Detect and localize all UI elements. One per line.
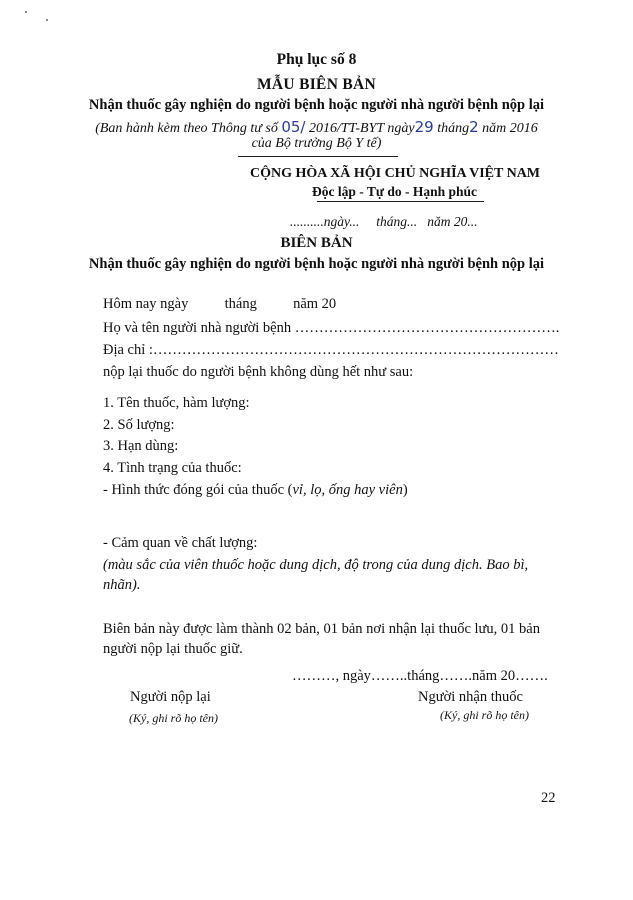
address-line: Địa chỉ :………………………………………………………………………… — [103, 342, 559, 358]
packaging-suffix: ) — [402, 482, 408, 498]
issuance-mid1: 2016/TT-BYT ngày — [308, 121, 415, 136]
receiver-note: (Ký, ghi rõ họ tên) — [440, 708, 529, 722]
submitter-title: Người nộp lại — [130, 689, 211, 705]
quality-hint-line1: (màu sắc của viên thuốc hoặc dung dịch, độ trong của dung dịch. Bao bì, — [103, 557, 529, 573]
copies-line2: người nộp lại thuốc giữ. — [103, 641, 243, 657]
header-divider — [238, 156, 398, 157]
circular-number-handwritten: 05/ — [281, 118, 306, 136]
issuance-line — [0, 118, 633, 137]
returned-line: nộp lại thuốc do người bệnh không dùng hết như sau: — [103, 364, 414, 380]
submitter-note: (Ký, ghi rõ họ tên) — [129, 711, 218, 725]
signing-date-line: ………, ngày……..tháng…….năm 20……. — [292, 668, 548, 684]
nation-motto: Độc lập - Tự do - Hạnh phúc — [312, 184, 478, 199]
today-line: Hôm nay ngày tháng năm 20 — [103, 296, 337, 312]
copies-line1: Biên bản này được làm thành 02 bản, 01 bản nơi nhận lại thuốc lưu, 01 bản — [103, 621, 540, 637]
month-handwritten: 2 — [469, 118, 479, 136]
nation-name: CỘNG HÒA XÃ HỘI CHỦ NGHĨA VIỆT NAM — [250, 166, 541, 181]
item-expiry: 3. Hạn dùng: — [103, 438, 179, 454]
quality-hint-line2: nhãn). — [103, 577, 141, 593]
form-title: MẪU BIÊN BẢN — [257, 76, 376, 93]
issuance-prefix: (Ban hành kèm theo Thông tư số — [95, 121, 278, 136]
motto-underline — [317, 201, 484, 202]
issuance-mid2: tháng — [437, 121, 470, 136]
appendix-label: Phụ lục số 8 — [276, 51, 357, 68]
date-line: ..........ngày... tháng... năm 20... — [290, 214, 478, 229]
scan-speck — [46, 19, 48, 21]
item-packaging — [103, 482, 408, 499]
item-quantity: 2. Số lượng: — [103, 417, 175, 433]
item-condition: 4. Tình trạng của thuốc: — [103, 460, 242, 476]
receiver-title: Người nhận thuốc — [418, 689, 523, 705]
page-number: 22 — [541, 790, 556, 806]
form-subject: Nhận thuốc gây nghiện do người bệnh hoặc người nhà người bệnh nộp lại — [88, 97, 545, 113]
day-handwritten: 29 — [414, 118, 434, 136]
record-subtitle: Nhận thuốc gây nghiện do người bệnh hoặc người nhà người bệnh nộp lại — [88, 256, 545, 272]
relative-name-line: Họ và tên người nhà người bệnh ………………………………………………. — [103, 320, 560, 336]
issuing-authority: của Bộ trưởng Bộ Y tế) — [251, 136, 382, 151]
scan-speck — [25, 11, 27, 13]
item-quality: - Cảm quan về chất lượng: — [103, 535, 258, 551]
record-title: BIÊN BẢN — [280, 235, 353, 251]
issuance-suffix: năm 2016 — [482, 121, 538, 136]
packaging-prefix: - Hình thức đóng gói của thuốc ( — [103, 482, 293, 498]
packaging-hint: vỉ, lọ, ống hay viên — [292, 482, 403, 498]
item-drug-name: 1. Tên thuốc, hàm lượng: — [103, 395, 250, 411]
